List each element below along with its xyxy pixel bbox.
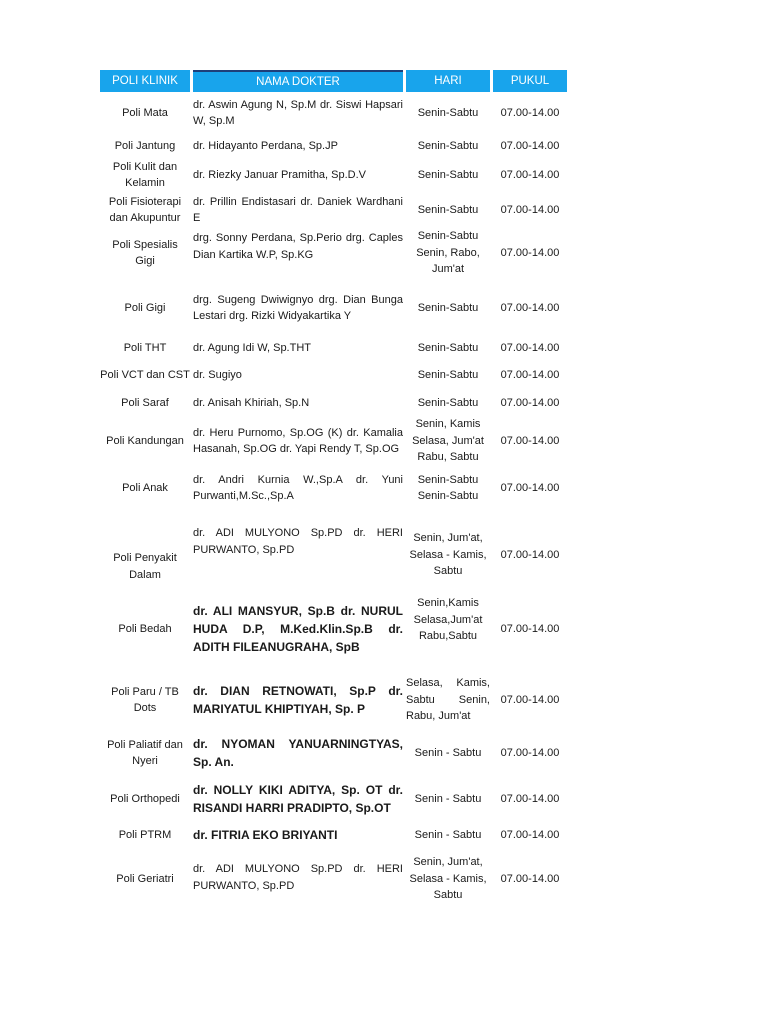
poli-name: Poli Geriatri [116,872,174,885]
table-row [100,365,568,385]
table-row [100,283,568,333]
table-row [100,158,568,192]
practice-hours: 07.00-14.00 [500,246,560,259]
practice-hours: 07.00-14.00 [500,106,560,119]
table-row [100,675,568,725]
practice-days: Senin-Sabtu [417,139,479,152]
table-row [100,338,568,358]
doctor-names: dr. DIAN RETNOWATI, Sp.P dr. MARIYATUL KHIPTIYAH, Sp. P [193,684,403,716]
poli-name: Poli Kulit dan Kelamin [112,160,178,189]
practice-days: Senin-Sabtu [417,341,479,354]
doctor-names: dr. FITRIA EKO BRIYANTI [193,828,338,842]
practice-days: Senin-Sabtu [417,106,479,119]
practice-hours: 07.00-14.00 [500,872,560,885]
poli-name: Poli Anak [122,481,168,494]
doctor-names: dr. ADI MULYONO Sp.PD dr. HERI PURWANTO, Sp.PD [193,527,403,556]
poli-name: Poli Fisioterapi dan Akupuntur [108,195,182,224]
practice-hours: 07.00-14.00 [500,481,560,494]
practice-days: Senin-Sabtu [417,396,479,409]
poli-name: Poli Kandungan [106,434,184,447]
practice-days: Senin, Jum'at, Selasa - Kamis, Sabtu [409,532,487,578]
header-poli-klinik: POLI KLINIK [100,70,190,92]
poli-name: Poli Gigi [124,301,166,314]
practice-hours: 07.00-14.00 [500,139,560,152]
doctor-names: dr. NYOMAN YANUARNINGTYAS, Sp. An. [193,737,403,769]
table-row [100,734,568,772]
table-row [100,853,568,905]
practice-hours: 07.00-14.00 [500,168,560,181]
table-row [100,393,568,413]
table-row [100,415,568,467]
doctor-names: dr. Prillin Endistasari dr. Daniek Wardhani E [193,195,403,224]
practice-days: Selasa, Kamis, Sabtu Senin, Rabu, Jum'at [406,677,490,723]
doctor-name-list: drg. Sugeng Dwiwignyo drg. Dian Bunga Lestari drg. Rizki Widyakartika Y [193,293,403,322]
practice-days: Senin-Sabtu [417,368,479,381]
poli-name: Poli Jantung [114,139,176,152]
poli-name: Poli Orthopedi [110,792,180,805]
practice-days: Senin-Sabtu [417,203,479,216]
practice-days: Senin-Sabtu [417,168,479,181]
table-row [100,825,568,845]
practice-hours: 07.00-14.00 [500,396,560,409]
doctor-names: dr. ALI MANSYUR, Sp.B dr. NURUL HUDA D.P, M.Ked.Klin.Sp.B dr. ADITH FILEANUGRAHA, SpB [193,604,403,654]
poli-name: Poli THT [123,341,167,354]
table-row [100,193,568,227]
header-pukul: PUKUL [493,70,567,92]
practice-hours: 07.00-14.00 [500,434,560,447]
doctor-names [193,283,403,333]
table-row [100,228,568,278]
header-nama-dokter: NAMA DOKTER [193,70,403,92]
practice-days: Senin - Sabtu [414,828,482,841]
practice-hours: 07.00-14.00 [500,368,560,381]
doctor-names: dr. Anisah Khiriah, Sp.N [193,396,310,409]
practice-hours: 07.00-14.00 [500,828,560,841]
practice-hours: 07.00-14.00 [500,792,560,805]
practice-days: Senin, Kamis Selasa, Jum'at Rabu, Sabtu [412,418,484,464]
poli-name: Poli Penyakit Dalam [113,552,177,581]
practice-hours: 07.00-14.00 [500,693,560,706]
practice-hours: 07.00-14.00 [500,203,560,216]
practice-hours: 07.00-14.00 [500,548,560,561]
practice-hours: 07.00-14.00 [500,622,560,635]
poli-name: Poli Bedah [118,622,172,635]
poli-name: Poli Spesialis Gigi [112,238,178,267]
doctor-names: dr. NOLLY KIKI ADITYA, Sp. OT dr. RISANDI HARRI PRADIPTO, Sp.OT [193,783,403,815]
practice-hours: 07.00-14.00 [500,341,560,354]
table-row [100,525,568,585]
practice-days: Senin-Sabtu Senin, Rabo, Jum'at [416,230,480,276]
table-row [100,96,568,130]
practice-days: Senin, Jum'at, Selasa - Kamis, Sabtu [409,856,487,902]
header-hari-praktek: HARI PRAKTEK [406,70,490,92]
table-row [100,136,568,156]
poli-name: Poli Saraf [121,396,169,409]
practice-hours: 07.00-14.00 [500,746,560,759]
practice-days: Senin,Kamis Selasa,Jum'at Rabu,Sabtu [413,597,483,642]
doctor-names: dr. Aswin Agung N, Sp.M dr. Siswi Hapsari W, Sp.M [193,98,403,127]
doctor-names: dr. ADI MULYONO Sp.PD dr. HERI PURWANTO, Sp.PD [193,863,403,892]
poli-name: Poli Paru / TB Dots [111,685,179,714]
poli-name: Poli Paliatif dan Nyeri [107,738,183,767]
table-row [100,470,568,506]
practice-days: Senin-Sabtu Senin-Sabtu [417,473,479,502]
poli-name: Poli Mata [122,106,168,119]
doctor-names: dr. Sugiyo [193,368,242,381]
practice-days: Senin-Sabtu [417,301,479,314]
table-row [100,593,568,665]
table-row [100,780,568,818]
practice-days: Senin - Sabtu [414,792,482,805]
doctor-names: drg. Sonny Perdana, Sp.Perio drg. Caples Dian Kartika W.P, Sp.KG [193,232,403,261]
practice-hours: 07.00-14.00 [500,301,560,314]
poli-name: Poli PTRM [118,828,172,841]
doctor-names: dr. Agung Idi W, Sp.THT [193,341,311,354]
poli-name: Poli VCT dan CST [100,368,190,381]
doctor-names: dr. Andri Kurnia W.,Sp.A dr. Yuni Purwanti,M.Sc.,Sp.A [193,473,403,502]
doctor-names: dr. Riezky Januar Pramitha, Sp.D.V [193,168,367,181]
practice-days: Senin - Sabtu [414,746,482,759]
doctor-names: dr. Heru Purnomo, Sp.OG (K) dr. Kamalia Hasanah, Sp.OG dr. Yapi Rendy T, Sp.OG [193,426,403,455]
doctor-names: dr. Hidayanto Perdana, Sp.JP [193,139,338,152]
